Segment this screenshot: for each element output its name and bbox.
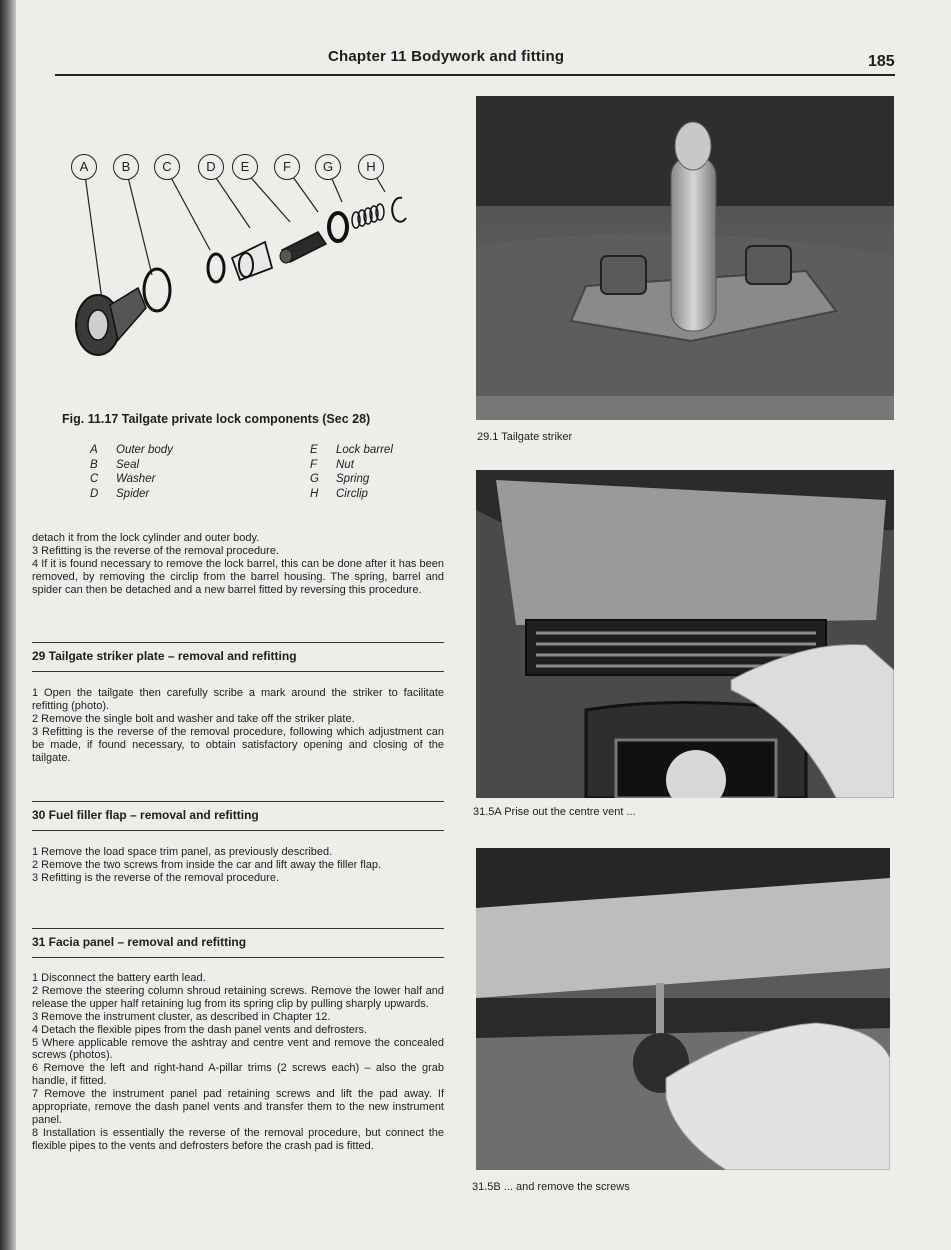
legend-row	[90, 473, 530, 488]
paragraph: 6 Remove the left and right-hand A-pillar trims (2 screws each) – also the grab handle, if fitted.	[32, 1062, 444, 1088]
legend-label: Outer body	[116, 444, 173, 456]
section-30-heading: 30 Fuel filler flap – removal and refitting	[32, 801, 444, 831]
nut-part	[329, 213, 347, 241]
legend-row	[90, 488, 530, 503]
paragraph: 4 If it is found necessary to remove the lock barrel, this can be done after it has been removed, by removing the circlip from the barrel housing. The spring, barrel and spider can then be detached and a new barrel fitted by reversing this procedure.	[32, 557, 444, 596]
callout-d: D	[198, 154, 224, 180]
legend-label: Spring	[336, 473, 370, 485]
lock-components-diagram	[40, 140, 440, 375]
legend-label: Seal	[116, 458, 140, 471]
legend-key: H	[310, 487, 319, 500]
legend-row	[90, 459, 530, 474]
photo-tailgate-striker	[476, 96, 894, 420]
section-29-text	[32, 687, 444, 764]
intro-text	[32, 532, 444, 597]
legend-key: A	[90, 444, 98, 456]
chapter-title: Chapter 11 Bodywork and fitting	[328, 48, 565, 65]
callout-f: F	[274, 154, 300, 180]
legend-key: B	[90, 458, 98, 471]
paragraph: 3 Refitting is the reverse of the removal procedure.	[32, 544, 280, 557]
seal-part	[144, 269, 170, 311]
legend-key: G	[310, 473, 319, 485]
paragraph: 3 Remove the instrument cluster, as described in Chapter 12.	[32, 1010, 331, 1023]
paragraph: 2 Remove the steering column shroud retaining screws. Remove the lower half and release the upper half retaining lug from its spring clip by pulling sharply upwards.	[32, 984, 444, 1010]
callout-c: C	[154, 154, 180, 180]
photo-remove-screws	[476, 848, 890, 1170]
photo-caption: 29.1 Tailgate striker	[477, 431, 573, 443]
legend-label: Washer	[116, 473, 156, 485]
paragraph: 3 Refitting is the reverse of the removal procedure, following which adjustment can be made, if found necessary, to obtain satisfactory opening and closing of the tailgate.	[32, 725, 444, 764]
paragraph: 7 Remove the instrument panel pad retaining screws and lift the pad away. If appropriate, remove the dash panel vents and transfer them to the new instrument panel.	[32, 1088, 444, 1126]
callout-g: G	[315, 154, 341, 180]
paragraph: 4 Detach the flexible pipes from the dash panel vents and defrosters.	[32, 1023, 368, 1036]
legend-row	[90, 444, 530, 459]
callout-h: H	[358, 154, 384, 180]
circlip-part	[392, 198, 406, 222]
paragraph: 1 Disconnect the battery earth lead.	[32, 972, 206, 984]
photo-centre-vent	[476, 470, 894, 798]
paragraph: 3 Refitting is the reverse of the removal procedure.	[32, 871, 280, 884]
washer-part	[208, 254, 224, 282]
paragraph: 1 Remove the load space trim panel, as previously described.	[32, 846, 333, 858]
photo-caption: 31.5A Prise out the centre vent ...	[473, 806, 636, 818]
callout-a: A	[71, 154, 97, 180]
legend-key: C	[90, 473, 99, 485]
section-31-heading: 31 Facia panel – removal and refitting	[32, 928, 444, 958]
figure-legend	[90, 444, 530, 502]
outer-body-part	[76, 288, 146, 355]
legend-label: Lock barrel	[336, 444, 393, 456]
callout-e: E	[232, 154, 258, 180]
legend-key: D	[90, 487, 99, 500]
section-31-text	[32, 972, 444, 1153]
page-number: 185	[868, 53, 895, 70]
legend-key: F	[310, 458, 318, 471]
book-spine-shadow	[0, 0, 16, 1250]
paragraph: 1 Open the tailgate then carefully scribe a mark around the striker to facilitate refitting (photo).	[32, 687, 444, 712]
paragraph: 8 Installation is essentially the reverse of the removal procedure, but connect the flexible pipes to the vents and defrosters before the crash pad is fitted.	[32, 1126, 444, 1152]
legend-label: Spider	[116, 487, 150, 500]
lock-barrel-part	[280, 232, 326, 263]
section-29-heading: 29 Tailgate striker plate – removal and refitting	[32, 642, 444, 672]
section-30-text	[32, 846, 444, 885]
paragraph: 5 Where applicable remove the ashtray and centre vent and remove the concealed screws (photos).	[32, 1036, 444, 1062]
photo-caption: 31.5B ... and remove the screws	[472, 1181, 630, 1193]
spring-part	[352, 204, 384, 228]
paragraph: 2 Remove the single bolt and washer and take off the striker plate.	[32, 712, 355, 725]
paragraph: detach it from the lock cylinder and outer body.	[32, 532, 260, 544]
legend-key: E	[310, 444, 318, 456]
spider-part	[232, 242, 272, 280]
header-rule	[55, 74, 895, 76]
paragraph: 2 Remove the two screws from inside the car and lift away the filler flap.	[32, 858, 382, 871]
legend-label: Nut	[336, 458, 354, 471]
figure-caption: Fig. 11.17 Tailgate private lock components (Sec 28)	[62, 412, 371, 426]
legend-label: Circlip	[336, 487, 368, 500]
callout-b: B	[113, 154, 139, 180]
